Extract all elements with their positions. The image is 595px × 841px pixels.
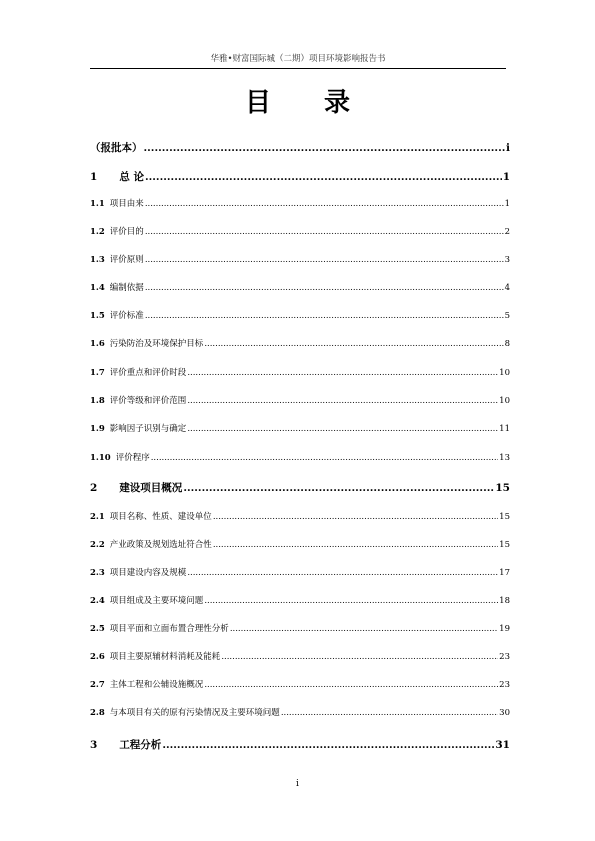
toc-entry-title	[90, 706, 280, 718]
toc-entry-number: 1.8	[90, 396, 105, 406]
toc-entry[interactable]	[90, 538, 510, 550]
toc-entry[interactable]	[90, 197, 510, 209]
toc-entry-label: 总 论	[119, 171, 144, 183]
toc-entry-label: 与本项目有关的原有污染情况及主要环境问题	[109, 708, 280, 718]
toc-entry-label: 项目平面和立面布置合理性分析	[109, 624, 229, 634]
toc-entry[interactable]	[90, 480, 510, 495]
toc-entry-title	[90, 622, 229, 634]
toc-entry-page: 10	[499, 396, 510, 406]
dot-leader	[213, 512, 498, 522]
toc-entry[interactable]	[90, 451, 510, 463]
toc-entry-label: （报批本）	[90, 142, 143, 154]
toc-entry-label: 污染防治及环境保护目标	[109, 339, 204, 349]
toc-entry-number: 1.3	[90, 255, 105, 265]
toc-entry[interactable]	[90, 650, 510, 662]
dot-leader	[221, 652, 498, 662]
toc-entry-page: 2	[504, 227, 510, 237]
toc-entry-page: 1	[502, 171, 510, 183]
toc-entry[interactable]	[90, 594, 510, 606]
toc-entry[interactable]	[90, 225, 510, 237]
toc-entry-number: 2.7	[90, 680, 105, 690]
toc-entry-number: 1.10	[90, 453, 111, 463]
toc-entry-number: 2.2	[90, 540, 105, 550]
toc-entry-number: 2.6	[90, 652, 105, 662]
toc-entry-number: 1.5	[90, 311, 105, 321]
toc-entry[interactable]	[90, 678, 510, 690]
toc-entry-page: 3	[504, 255, 510, 265]
dot-leader	[145, 255, 504, 265]
dot-leader	[145, 283, 504, 293]
dot-leader	[281, 708, 498, 718]
toc-entry-label: 项目名称、性质、建设单位	[109, 512, 212, 522]
toc-entry-title	[90, 169, 144, 184]
toc-entry-page: 31	[495, 739, 510, 751]
toc-entry-page: 15	[499, 512, 510, 522]
toc-entry-title	[90, 337, 203, 349]
toc-entry[interactable]	[90, 566, 510, 578]
dot-leader	[144, 142, 506, 154]
toc-entry[interactable]	[90, 169, 510, 184]
toc-entry-label: 评价原则	[109, 255, 144, 265]
toc-entry-label: 主体工程和公辅设施概况	[109, 680, 204, 690]
dot-leader	[230, 624, 498, 634]
toc-entry[interactable]	[90, 706, 510, 718]
toc-entry-title	[90, 394, 186, 406]
toc-entry-number: 2.8	[90, 708, 105, 718]
toc-entry-title	[90, 366, 186, 378]
toc-entry-number: 2.3	[90, 568, 105, 578]
toc-entry-page: 19	[499, 624, 510, 634]
page-title: 目 录	[244, 88, 373, 118]
toc-entry-title	[90, 678, 203, 690]
dot-leader	[213, 540, 498, 550]
toc-entry-label: 项目由来	[109, 199, 144, 209]
toc-entry[interactable]	[90, 510, 510, 522]
toc-entry-title	[90, 309, 144, 321]
header-divider	[90, 68, 506, 69]
dot-leader	[145, 199, 504, 209]
toc-entry-number: 1.6	[90, 339, 105, 349]
toc-entry-page: 10	[499, 368, 510, 378]
toc-entry-label: 评价等级和评价范围	[109, 396, 187, 406]
toc-entry-label: 工程分析	[119, 739, 162, 751]
dot-leader	[151, 453, 498, 463]
toc-entry-title	[90, 510, 212, 522]
toc-entry-label: 建设项目概况	[119, 482, 183, 494]
toc-entry-page: 23	[499, 680, 510, 690]
dot-leader	[145, 311, 504, 321]
toc-entry-page: 13	[499, 453, 510, 463]
dot-leader	[204, 596, 498, 606]
page-number: i	[296, 779, 299, 789]
toc-entry-label: 产业政策及规划选址符合性	[109, 540, 212, 550]
toc-entry-title	[90, 281, 144, 293]
toc-entry-number: 1.4	[90, 283, 105, 293]
dot-leader	[162, 739, 494, 751]
toc-entry-page: 1	[504, 199, 510, 209]
toc-entry[interactable]	[90, 337, 510, 349]
toc-entry[interactable]	[90, 422, 510, 434]
toc-entry-title	[90, 538, 212, 550]
toc-entry[interactable]	[90, 394, 510, 406]
toc-entry[interactable]	[90, 737, 510, 752]
toc-entry-title	[90, 594, 203, 606]
toc-entry-label: 评价目的	[109, 227, 144, 237]
dot-leader	[204, 680, 498, 690]
toc-entry-title	[90, 650, 220, 662]
toc-entry-label: 项目主要原辅材料消耗及能耗	[109, 652, 221, 662]
toc-entry-number: 2.4	[90, 596, 105, 606]
toc-entry-label: 项目建设内容及规模	[109, 568, 187, 578]
toc-entry[interactable]	[90, 309, 510, 321]
toc-entry-number: 1.1	[90, 199, 105, 209]
toc-entry[interactable]	[90, 140, 510, 155]
toc-entry-page: 11	[499, 424, 510, 434]
dot-leader	[204, 339, 503, 349]
toc-entry-label: 影响因子识别与确定	[109, 424, 187, 434]
toc-entry-page: i	[506, 142, 510, 154]
toc-entry[interactable]	[90, 281, 510, 293]
toc-entry-title	[90, 140, 143, 155]
dot-leader	[187, 368, 498, 378]
toc-entry-number: 3	[90, 739, 98, 751]
toc-entry-label: 评价重点和评价时段	[109, 368, 187, 378]
toc-entry-page: 8	[504, 339, 510, 349]
toc-entry-page: 17	[499, 568, 510, 578]
toc-entry-title	[90, 737, 161, 752]
toc-entry-label: 编制依据	[109, 283, 144, 293]
toc-entry-number: 1.9	[90, 424, 105, 434]
dot-leader	[145, 171, 502, 183]
dot-leader	[145, 227, 504, 237]
dot-leader	[187, 424, 498, 434]
toc-entry-page: 30	[499, 708, 510, 718]
toc-entry-title	[90, 451, 150, 463]
toc-entry-page: 5	[504, 311, 510, 321]
toc-entry-label: 评价程序	[115, 453, 150, 463]
toc-entry-title	[90, 253, 144, 265]
toc-entry-label: 项目组成及主要环境问题	[109, 596, 204, 606]
toc-entry[interactable]	[90, 253, 510, 265]
document-header: 华雅•财富国际城（二期）项目环境影响报告书	[210, 54, 386, 64]
toc-entry-number: 1.7	[90, 368, 105, 378]
toc-entry-number: 2	[90, 482, 98, 494]
toc-entry-number: 1.2	[90, 227, 105, 237]
toc-entry-label: 评价标准	[109, 311, 144, 321]
toc-entry-number: 1	[90, 171, 98, 183]
toc-entry[interactable]	[90, 366, 510, 378]
toc-entry-title	[90, 566, 186, 578]
toc-entry-page: 4	[504, 283, 510, 293]
dot-leader	[187, 568, 498, 578]
toc-entry[interactable]	[90, 622, 510, 634]
dot-leader	[187, 396, 498, 406]
toc-entry-title	[90, 197, 144, 209]
toc-entry-page: 23	[499, 652, 510, 662]
toc-entry-number: 2.5	[90, 624, 105, 634]
toc-entry-page: 15	[495, 482, 510, 494]
toc-entry-title	[90, 480, 182, 495]
toc-entry-page: 18	[499, 596, 510, 606]
toc-entry-title	[90, 225, 144, 237]
dot-leader	[183, 482, 494, 494]
toc-entry-page: 15	[499, 540, 510, 550]
toc-entry-title	[90, 422, 186, 434]
toc-entry-number: 2.1	[90, 512, 105, 522]
